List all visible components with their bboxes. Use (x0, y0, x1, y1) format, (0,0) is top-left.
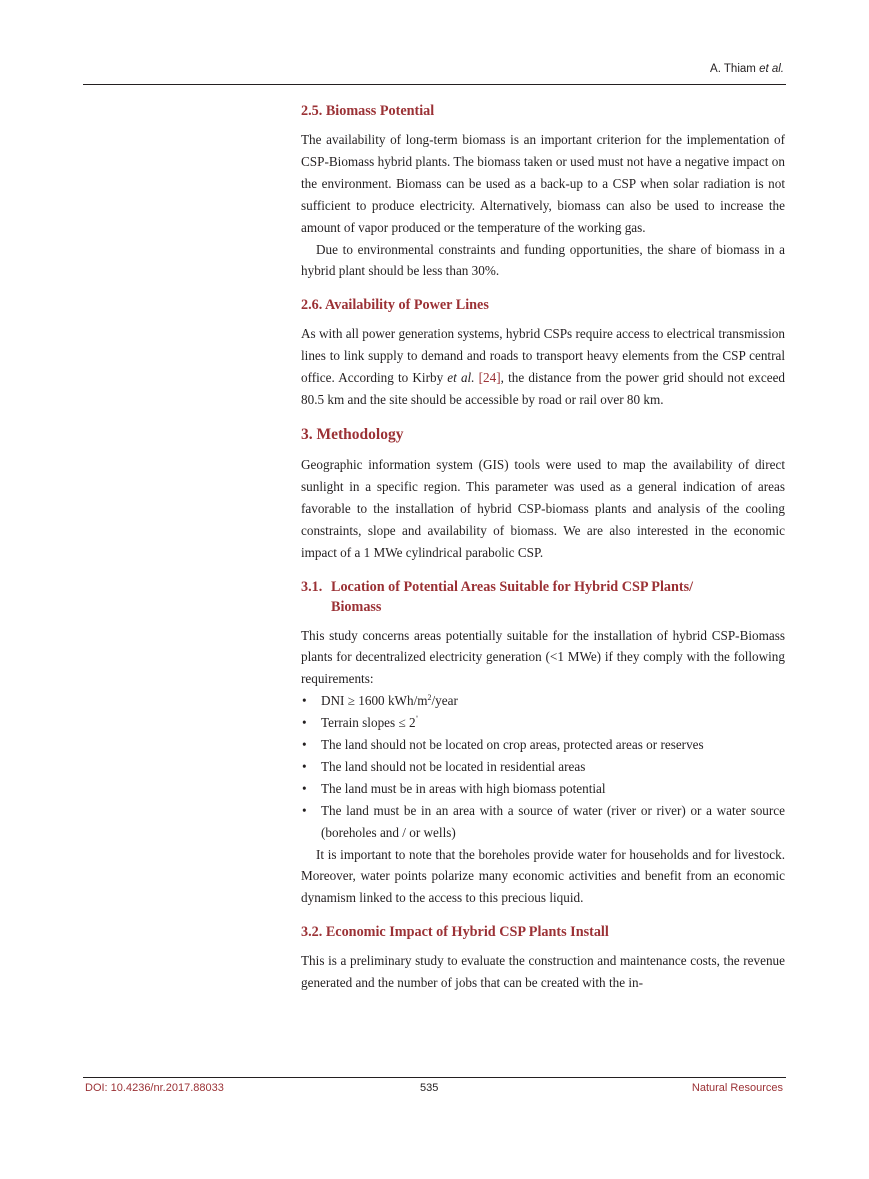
section-3-1-title (301, 577, 785, 617)
superscript: ˚ (415, 715, 419, 725)
list-item-text: DNI ≥ 1600 kWh/m (321, 693, 428, 709)
section-2-5-title: 2.5. Biomass Potential (301, 103, 435, 119)
main-column (301, 101, 785, 994)
list-item-text: Terrain slopes ≤ 2 (321, 715, 416, 731)
section-2-5-paragraph-1: The availability of long-term biomass is an important criterion for the implementation of CSP-Biomass hybrid plants. The biomass taken or used must not have a negative impact on the environment. Biomass can be used as a back-up to a CSP when solar radiation is not sufficient to produce electricity. Alternatively, biomass can also be used to increase the amount of vapor produced or the temperature of the working gas. (301, 132, 785, 235)
header-author: A. Thiam (710, 63, 756, 75)
section-3-1-paragraph-1: This study concerns areas potentially suitable for the installation of hybrid CSP-Biomass plants for decentralized electricity generation (<1 MWe) if they comply with the following requirements: (301, 627, 785, 687)
citation-link-24[interactable]: [24] (478, 370, 501, 386)
superscript: 2 (427, 693, 432, 703)
section-3-2-title: 3.2. Economic Impact of Hybrid CSP Plants Install (301, 924, 609, 941)
section-2-6-paragraph-1 (301, 323, 785, 411)
section-3-1-number: 3.1. (301, 578, 323, 595)
list-item: • The land should not be located on crop areas, protected areas or reserves (302, 737, 704, 753)
running-header (710, 63, 784, 75)
list-item-text: /year (431, 693, 458, 709)
list-item-text: The land should not be located on crop areas, protected areas or reserves (321, 737, 704, 753)
footer-doi-link[interactable]: DOI: 10.4236/nr.2017.88033 (85, 1082, 224, 1094)
list-item-text: The land should not be located in residential areas (321, 758, 586, 774)
section-3-1-title-line-2: Biomass (331, 598, 382, 615)
footer-rule (83, 1077, 786, 1078)
header-author-suffix: et al. (759, 63, 784, 75)
list-item-text: The land must be in areas with high biomass potential (321, 780, 606, 796)
section-2-6-text-a: As with all power generation systems, hybrid CSPs require access to electrical transmission lines to link supply to demand and roads to transport heavy elements from the CSP central office. According to Kirby (301, 326, 785, 386)
list-item: • The land must be in an area with a source of water (river or river) or a water source (boreholes and / or wells) (302, 802, 785, 840)
section-3-1-title-line-1: Location of Potential Areas Suitable for Hybrid CSP Plants/ (331, 578, 694, 595)
section-3-2-paragraph-1: This is a preliminary study to evaluate the construction and maintenance costs, the revenue generated and the number of jobs that can be created with the in- (301, 953, 785, 991)
list-item: • The land should not be located in residential areas (302, 758, 586, 774)
section-3-1-paragraph-2: It is important to note that the boreholes provide water for households and for livestock. Moreover, water points polarize many economic activities and benefit from an economic dynamism linked to the access to this precious liquid. (301, 846, 785, 906)
header-rule (83, 84, 786, 85)
etal-text: et al. (447, 370, 475, 386)
list-item: • DNI ≥ 1600 kWh/$m^2$/year (302, 693, 458, 709)
list-item: • Terrain slopes ≤ 2˚ (302, 715, 419, 731)
section-2-5-paragraph-2: Due to environmental constraints and funding opportunities, the share of biomass in a hybrid plant should be less than 30%. (301, 241, 785, 279)
list-item-text: The land must be in an area with a source of water (river or river) or a water source (boreholes and / or wells) (321, 802, 785, 840)
section-2-6-title: 2.6. Availability of Power Lines (301, 297, 489, 314)
page-number: 535 (420, 1082, 439, 1094)
section-2-6-text-b: , the distance from the power grid should not exceed 80.5 km and the site should be accessible by road or rail over 80 km. (301, 370, 786, 408)
requirements-list (301, 690, 785, 843)
footer-journal-link[interactable]: Natural Resources (691, 1082, 783, 1094)
section-3-title: 3. Methodology (301, 425, 404, 443)
list-item: • The land must be in areas with high biomass potential (302, 780, 606, 796)
section-3-paragraph-1: Geographic information system (GIS) tools were used to map the availability of direct sunlight in a specific region. This parameter was used as a general indication of areas favorable to the installation of hybrid CSP-biomass plants and analysis of the cooling constraints, slope and availability of biomass. We are also interested in the economic impact of a 1 MWe cylindrical parabolic CSP. (301, 456, 785, 560)
